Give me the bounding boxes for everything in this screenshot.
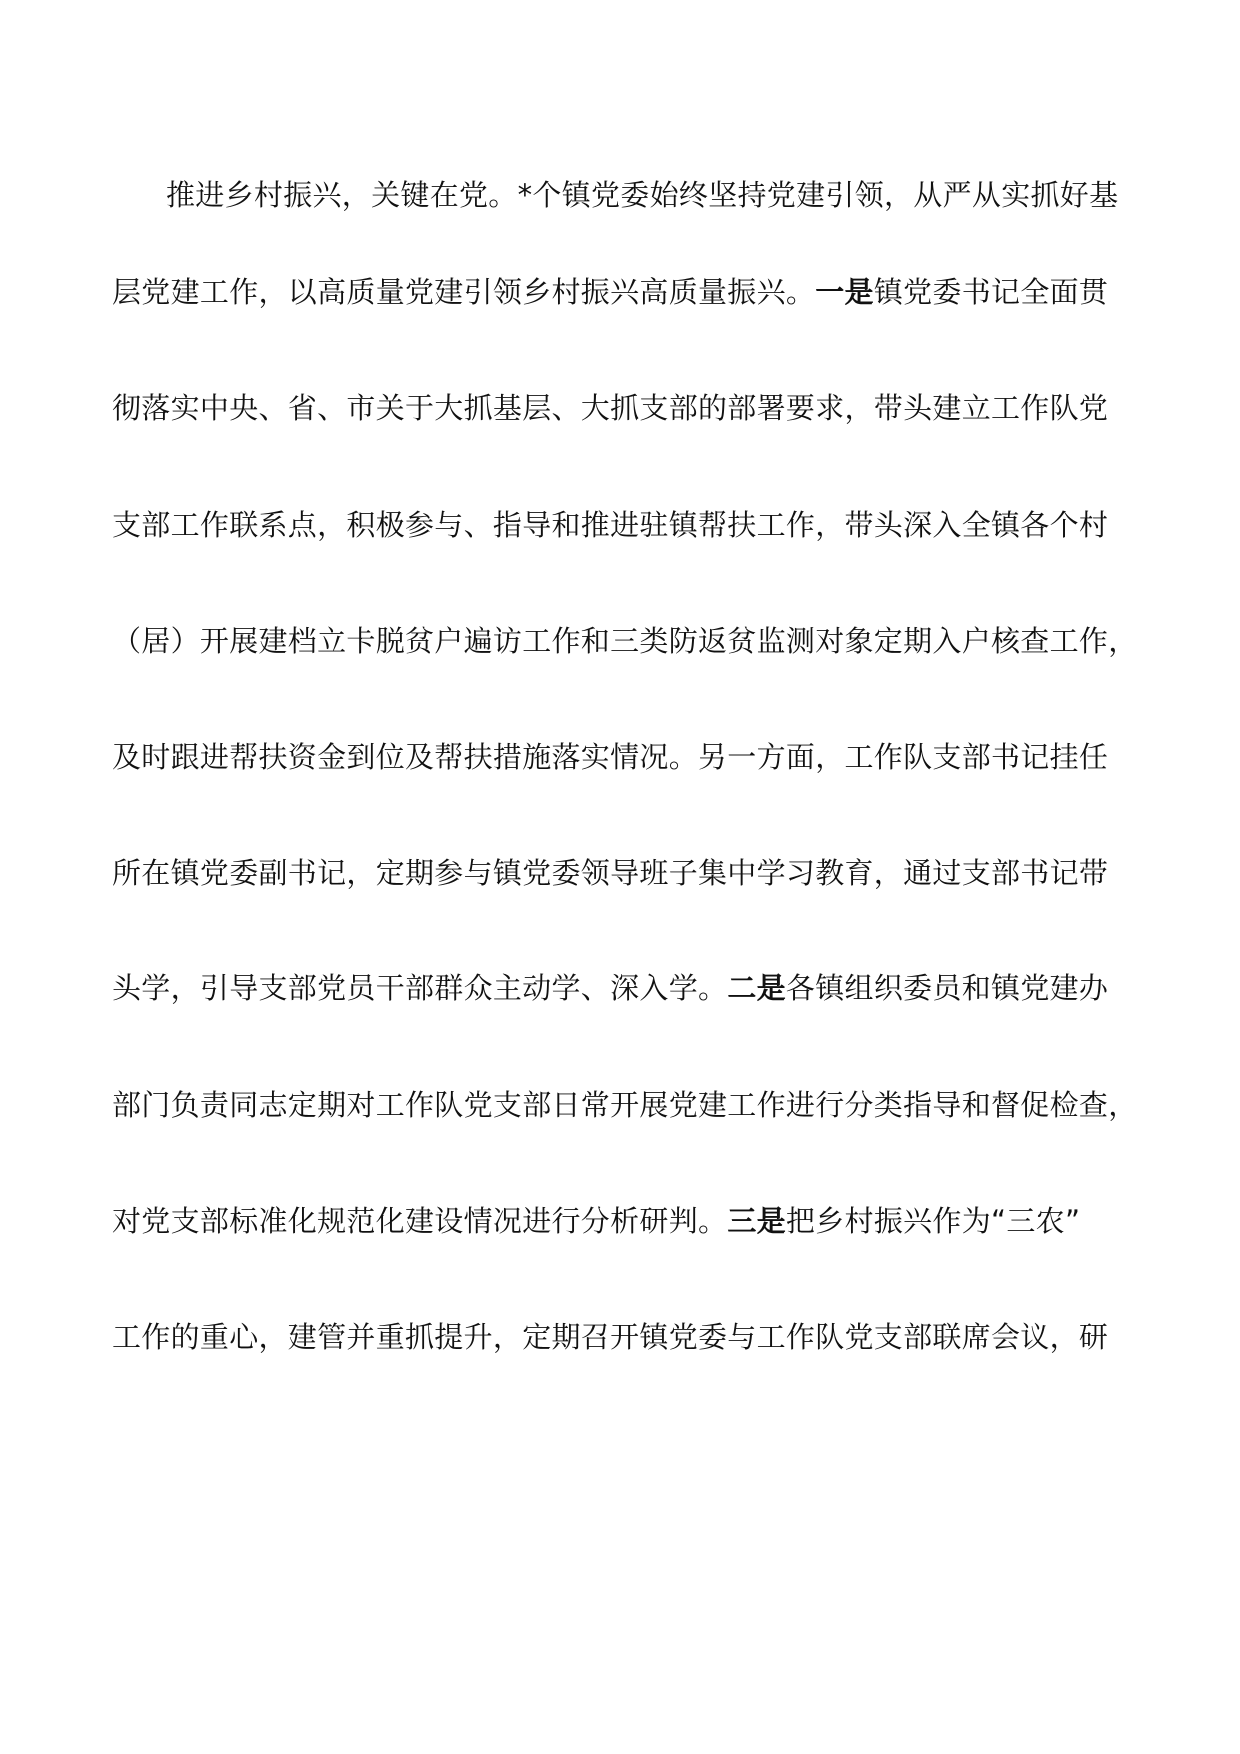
paragraph-line-2 — [112, 267, 1152, 317]
line-text: 推进乡村振兴，关键在党。*个镇党委始终坚持党建引领，从严从实抓好基 — [166, 178, 1119, 212]
line-text: 镇党委书记全面贯 — [873, 275, 1109, 309]
line-text: 支部工作联系点，积极参与、指导和推进驻镇帮扶工作，带头深入全镇各个村 — [112, 508, 1109, 542]
line-text: 及时跟进帮扶资金到位及帮扶措施落实情况。另一方面，工作队支部书记挂任 — [112, 740, 1109, 774]
paragraph-line-8 — [112, 963, 1152, 1013]
line-text: 对党支部标准化规范化建设情况进行分析研判。 — [112, 1204, 728, 1238]
paragraph-line-5 — [112, 616, 1152, 666]
emphasis-label-two: 二是 — [727, 971, 786, 1005]
line-text: 把乡村振兴作为“三农” — [785, 1204, 1081, 1238]
paragraph-line-7 — [112, 848, 1152, 898]
paragraph-line-6 — [112, 732, 1152, 782]
line-text: 所在镇党委副书记，定期参与镇党委领导班子集中学习教育，通过支部书记带 — [112, 856, 1109, 890]
paragraph-line-1 — [166, 170, 1206, 220]
emphasis-label-one: 一是 — [815, 275, 874, 309]
line-text: 头学，引导支部党员干部群众主动学、深入学。 — [112, 971, 728, 1005]
line-text: 彻落实中央、省、市关于大抓基层、大抓支部的部署要求，带头建立工作队党 — [112, 391, 1109, 425]
line-text: 各镇组织委员和镇党建办 — [785, 971, 1109, 1005]
line-text: （居）开展建档立卡脱贫户遍访工作和三类防返贫监测对象定期入户核查工作， — [112, 624, 1138, 658]
paragraph-line-9 — [112, 1080, 1152, 1130]
line-text: 工作的重心，建管并重抓提升，定期召开镇党委与工作队党支部联席会议，研 — [112, 1320, 1109, 1354]
line-text: 部门负责同志定期对工作队党支部日常开展党建工作进行分类指导和督促检查， — [112, 1088, 1138, 1122]
paragraph-line-11 — [112, 1312, 1152, 1362]
paragraph-line-4 — [112, 500, 1152, 550]
emphasis-label-three: 三是 — [727, 1204, 786, 1238]
line-text: 层党建工作，以高质量党建引领乡村振兴高质量振兴。 — [112, 275, 816, 309]
paragraph-line-10 — [112, 1196, 1152, 1246]
paragraph-line-3 — [112, 383, 1152, 433]
